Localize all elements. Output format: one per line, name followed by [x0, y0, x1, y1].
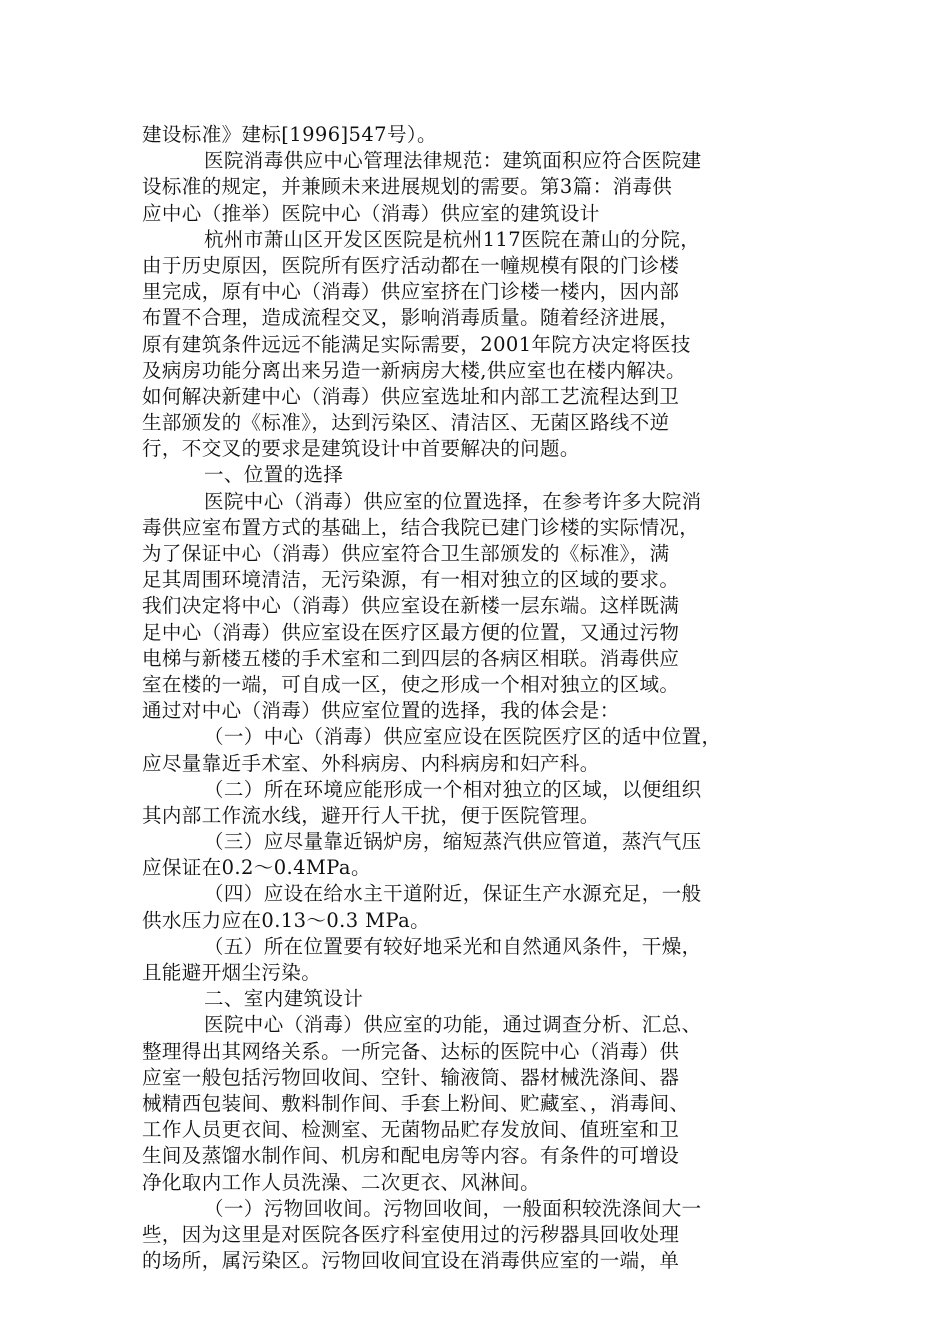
- text-line: 杭州市萧山区开发区医院是杭州117医院在萧山的分院，: [204, 227, 701, 251]
- text-line: 我们决定将中心（消毒）供应室设在新楼一层东端。这样既满: [142, 594, 680, 618]
- text-line: 生间及蒸馏水制作间、机房和配电房等内容。有条件的可增设: [142, 1144, 680, 1168]
- text-line: 整理得出其网络关系。一所完备、达标的医院中心（消毒）供: [142, 1039, 680, 1063]
- text-line: 毒供应室布置方式的基础上，结合我院已建门诊楼的实际情况，: [142, 515, 700, 539]
- text-line: 生部颁发的《标准》，达到污染区、清洁区、无菌区路线不逆: [142, 411, 670, 435]
- text-line: （一）污物回收间。污物回收间，一般面积较洗涤间大一: [204, 1196, 702, 1220]
- text-line: 布置不合理，造成流程交叉，影响消毒质量。随着经济进展，: [142, 306, 680, 330]
- text-line: （二）所在环境应能形成一个相对独立的区域，以便组织: [204, 777, 702, 801]
- text-line: 一、位置的选择: [204, 463, 344, 487]
- text-line: 足中心（消毒）供应室设在医疗区最方便的位置，又通过污物: [142, 620, 680, 644]
- text-line: 通过对中心（消毒）供应室位置的选择，我的体会是：: [142, 699, 620, 723]
- text-line: 应室一般包括污物回收间、空针、输液筒、器材械洗涤间、器: [142, 1065, 680, 1089]
- text-line: 里完成，原有中心（消毒）供应室挤在门诊楼一楼内，因内部: [142, 280, 680, 304]
- text-line: 净化取内工作人员洗澡、二次更衣、风淋间。: [142, 1170, 541, 1194]
- text-line: （四）应设在给水主干道附近，保证生产水源充足，一般: [204, 882, 702, 906]
- text-line: 应保证在0.2～0.4MPa。: [142, 856, 371, 880]
- text-line: 应中心（推举）医院中心（消毒）供应室的建筑设计: [142, 201, 600, 225]
- text-line: 二、室内建筑设计: [204, 987, 364, 1011]
- text-line: （五）所在位置要有较好地采光和自然通风条件，干燥，: [204, 934, 702, 958]
- text-line: 足其周围环境清洁，无污染源，有一相对独立的区域的要求。: [142, 568, 680, 592]
- text-line: 医院中心（消毒）供应室的功能，通过调查分析、汇总、: [204, 1013, 702, 1037]
- text-line: 医院消毒供应中心管理法律规范：建筑面积应符合医院建: [204, 149, 702, 173]
- text-line: 其内部工作流水线，避开行人干扰，便于医院管理。: [142, 803, 600, 827]
- text-line: 原有建筑条件远远不能满足实际需要，2001年院方决定将医技: [142, 332, 691, 356]
- text-line: 些，因为这里是对医院各医疗科室使用过的污秽器具回收处理: [142, 1222, 680, 1246]
- text-line: 械精西包装间、敷料制作间、手套上粉间、贮藏室、，消毒间、: [142, 1091, 690, 1115]
- text-line: 行，不交叉的要求是建筑设计中首要解决的问题。: [142, 437, 580, 461]
- text-line: 为了保证中心（消毒）供应室符合卫生部颁发的《标准》，满: [142, 542, 670, 565]
- text-line: 室在楼的一端，可自成一区，使之形成一个相对独立的区域。: [142, 672, 680, 696]
- text-line: 应尽量靠近手术室、外科病房、内科病房和妇产科。: [142, 751, 600, 775]
- text-line: 设标准的规定，并兼顾未来进展规划的需要。第3篇：消毒供: [142, 175, 673, 199]
- text-line: （一）中心（消毒）供应室应设在医院医疗区的适中位置，: [204, 725, 722, 749]
- text-line: （三）应尽量靠近锅炉房，缩短蒸汽供应管道，蒸汽气压: [204, 830, 702, 854]
- text-line: 供水压力应在0.13～0.3 MPa。: [142, 908, 431, 932]
- text-line: 电梯与新楼五楼的手术室和二到四层的各病区相联。消毒供应: [142, 646, 680, 670]
- text-line: 且能避开烟尘污染。: [142, 961, 322, 984]
- text-line: 建设标准》建标[1996]547号）。: [142, 123, 437, 146]
- text-line: 及病房功能分离出来另造一新病房大楼,供应室也在楼内解决。: [142, 358, 686, 382]
- text-line: 如何解决新建中心（消毒）供应室选址和内部工艺流程达到卫: [142, 384, 680, 408]
- text-line: 的场所，属污染区。污物回收间宜设在消毒供应室的一端，单: [142, 1249, 680, 1273]
- text-line: 医院中心（消毒）供应室的位置选择，在参考许多大院消: [204, 489, 702, 513]
- text-line: 工作人员更衣间、检测室、无菌物品贮存发放间、值班室和卫: [142, 1118, 680, 1142]
- document-body: [142, 122, 808, 1274]
- text-line: 由于历史原因，医院所有医疗活动都在一幢规模有限的门诊楼: [142, 253, 680, 277]
